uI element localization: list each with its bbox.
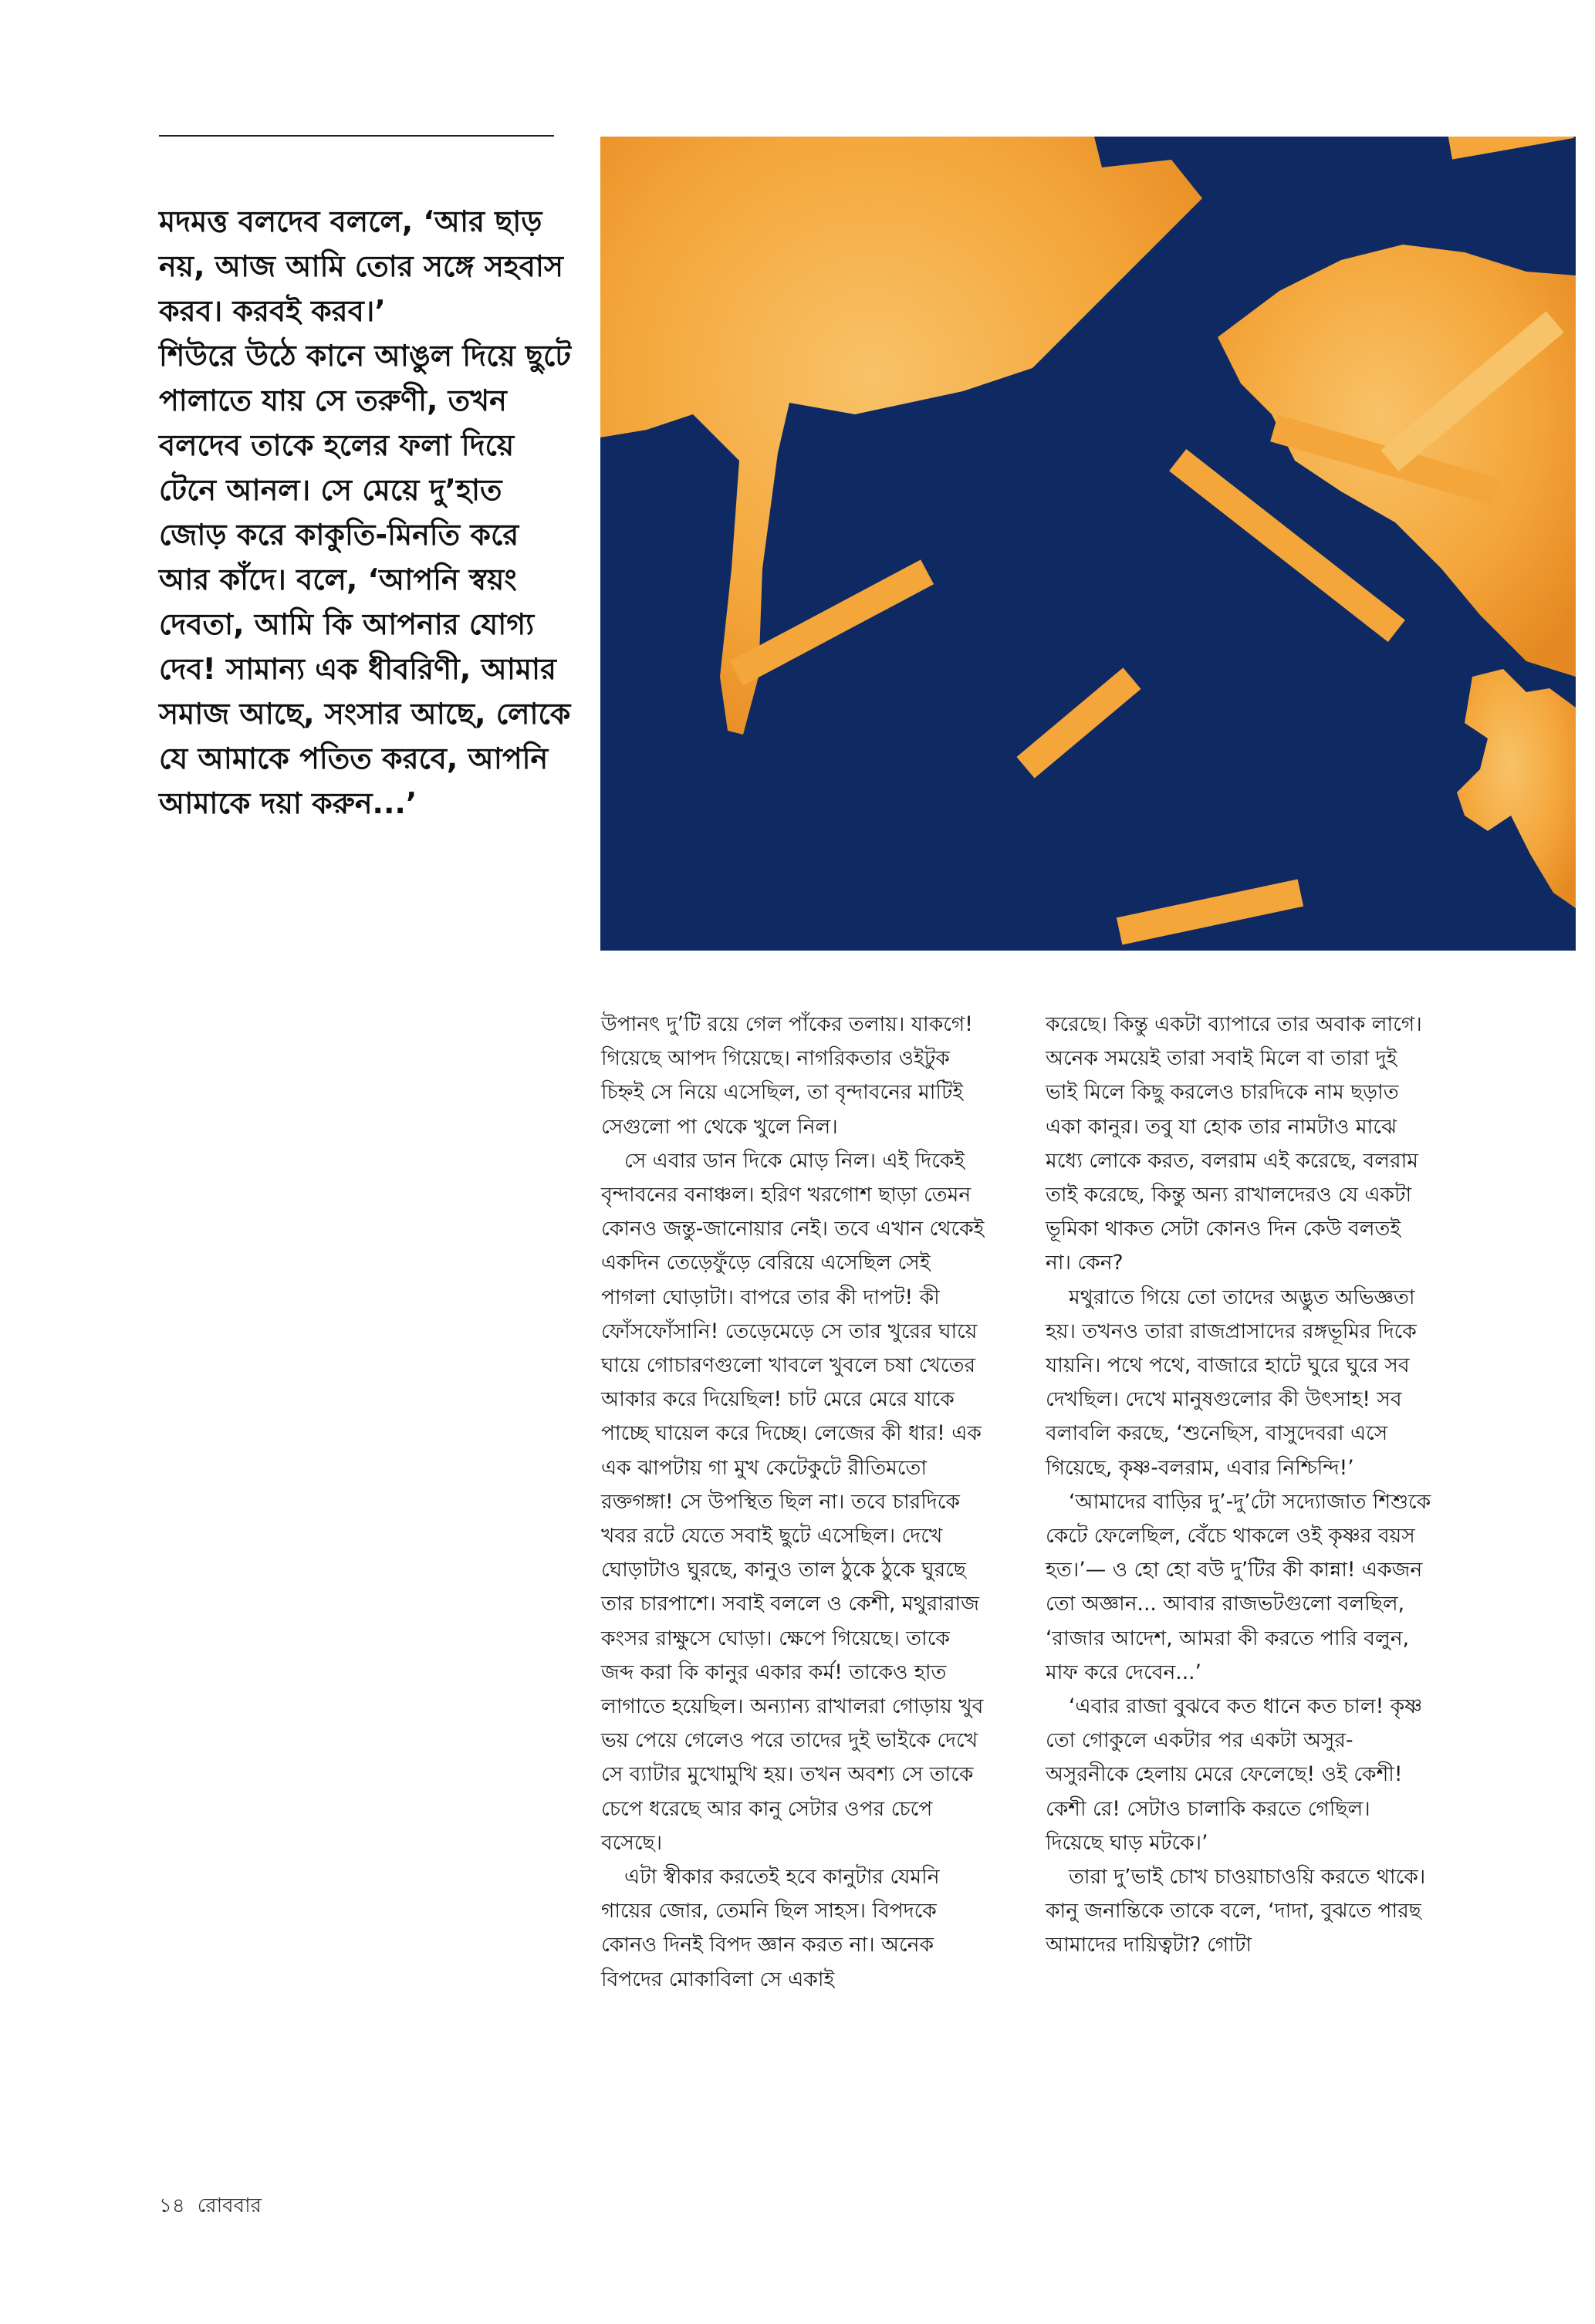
column-2-paragraph: তারা দু’ভাই চোখ চাওয়াচাওয়ি করতে থাকে। কানু জনান্তিকে তাকে বলে, ‘দাদা, বুঝতে পারছ আমাদের দায়িত্বটা? গোটা [1046, 1865, 1426, 1957]
page-folio [159, 2190, 262, 2224]
column-1-paragraph: সে এবার ডান দিকে মোড় নিল। এই দিকেই বৃন্দাবনের বনাঞ্চল। হরিণ খরগোশ ছাড়া তেমন কোনও জন্তু-জানোয়ার নেই। তবে এখান থেকেই একদিন তেড়েফুঁড়ে বেরিয়ে এসেছিল সেই পাগলা ঘোড়াটা। বাপরে তার কী দাপট! কী ফোঁসফোঁসানি! তেড়েমেড়ে সে তার খুরের ঘায়ে ঘায়ে গোচারণগুলো খাবলে খুবলে চষা খেতের আকার করে দিয়েছিল! চাট মেরে মেরে যাকে পাচ্ছে ঘায়েল করে দিচ্ছে। লেজের কী ধার! এক এক ঝাপটায় গা মুখ কেটেকুটে রীতিমতো রক্তগঙ্গা! সে উপস্থিত ছিল না। তবে চারদিকে খবর রটে যেতে সবাই ছুটে এসেছিল। দেখে ঘোড়াটাও ঘুরছে, কানুও তাল ঠুকে ঠুকে ঘুরছে তার চারপাশে। সবাই বললে ও কেশী, মথুরারাজ কংসর রাক্ষুসে ঘোড়া। ক্ষেপে গিয়েছে। তাকে জব্দ করা কি কানুর একার কর্ম! তাকেও হাত লাগাতে হয়েছিল। অন্যান্য রাখালরা গোড়ায় খুব ভয় পেয়ে গেলেও পরে তাদের দুই ভাইকে দেখে সে ব্যাটার মুখোমুখি হয়। তখন অবশ্য সে তাকে চেপে ধরেছে আর কানু সেটার ওপর চেপে বসেছে। [601, 1148, 985, 1855]
body-column-2 [1046, 1008, 1431, 1963]
column-2-paragraph: ‘এবার রাজা বুঝবে কত ধানে কত চাল! কৃষ্ণ তো গোকুলে একটার পর একটা অসুর-অসুরনীকে হেলায় মেরে ফেলেছে! ওই কেশী! কেশী রে! সেটাও চালাকি করতে গেছিল। দিয়েছে ঘাড় মটকে।’ [1046, 1694, 1423, 1855]
body-column-1 [601, 1008, 987, 1997]
column-1-paragraph: উপানৎ দু’টি রয়ে গেল পাঁকের তলায়। যাকগে! গিয়েছে আপদ গিয়েছে। নাগরিকতার ওইটুক চিহ্নই সে নিয়ে এসেছিল, তা বৃন্দাবনের মাটিই সেগুলো পা থেকে খুলে নিল। [601, 1012, 973, 1139]
column-1-paragraph: এটা স্বীকার করতেই হবে কানুটার যেমনি গায়ের জোর, তেমনি ছিল সাহস। বিপদকে কোনও দিনই বিপদ জ্ঞান করত না। অনেক বিপদের মোকাবিলা সে একাই [601, 1865, 940, 1991]
paper-cutout-illustration-icon [600, 137, 1576, 951]
column-2-paragraph: করেছে। কিন্তু একটা ব্যাপারে তার অবাক লাগে। অনেক সময়েই তারা সবাই মিলে বা তারা দুই ভাই মিলে কিছু করলেও চারদিকে নাম ছড়াত একা কানুর। তবু যা হোক তার নামটাও মাঝে মধ্যে লোকে করত, বলরাম এই করেছে, বলরাম তাই করেছে, কিন্তু অন্য রাখালদেরও যে একটা ভূমিকা থাকত সেটা কোনও দিন কেউ বলতই না। কেন? [1046, 1012, 1422, 1275]
column-2-paragraph: মথুরাতে গিয়ে তো তাদের অদ্ভুত অভিজ্ঞতা হয়। তখনও তারা রাজপ্রাসাদের রঙ্গভূমির দিকে যায়নি। পথে পথে, বাজারে হাটে ঘুরে ঘুরে সব দেখছিল। দেখে মানুষগুলোর কী উৎসাহ! সব বলাবলি করছে, ‘শুনেছিস, বাসুদেবরা এসে গিয়েছে, কৃষ্ণ-বলরাম, এবার নিশ্চিন্দি!’ [1046, 1285, 1417, 1480]
pull-quote [159, 199, 576, 826]
pull-quote-paragraph-2: শিউরে উঠে কানে আঙুল দিয়ে ছুটে পালাতে যায় সে তরুণী, তখন বলদেব তাকে হলের ফলা দিয়ে টেনে আনল। সে মেয়ে দু’হাত জোড় করে কাকুতি-মিনতি করে আর কাঁদে। বলে, ‘আপনি স্বয়ং দেবতা, আমি কি আপনার যোগ্য দেব! সামান্য এক ধীবরিণী, আমার সমাজ আছে, সংসার আছে, লোকে যে আমাকে পতিত করবে, আপনি আমাকে দয়া করুন...’ [159, 339, 572, 820]
column-2-paragraph: ‘আমাদের বাড়ির দু’-দু’টো সদ্যোজাত শিশুকে কেটে ফেলেছিল, বেঁচে থাকলে ওই কৃষ্ণর বয়স হত।’— ও হো হো বউ দু’টির কী কান্না! একজন তো অজ্ঞান... আবার রাজভটগুলো বলছিল, ‘রাজার আদেশ, আমরা কী করতে পারি বলুন, মাফ করে দেবেন...’ [1046, 1489, 1431, 1684]
pull-quote-paragraph-1: মদমত্ত বলদেব বললে, ‘আর ছাড় নয়, আজ আমি তোর সঙ্গে সহবাস করব। করবই করব।’ [159, 204, 564, 328]
page-number: ১৪ [159, 2194, 185, 2218]
magazine-name: রোববার [197, 2194, 262, 2218]
cutout-illustration [600, 137, 1576, 951]
top-rule [159, 135, 554, 137]
